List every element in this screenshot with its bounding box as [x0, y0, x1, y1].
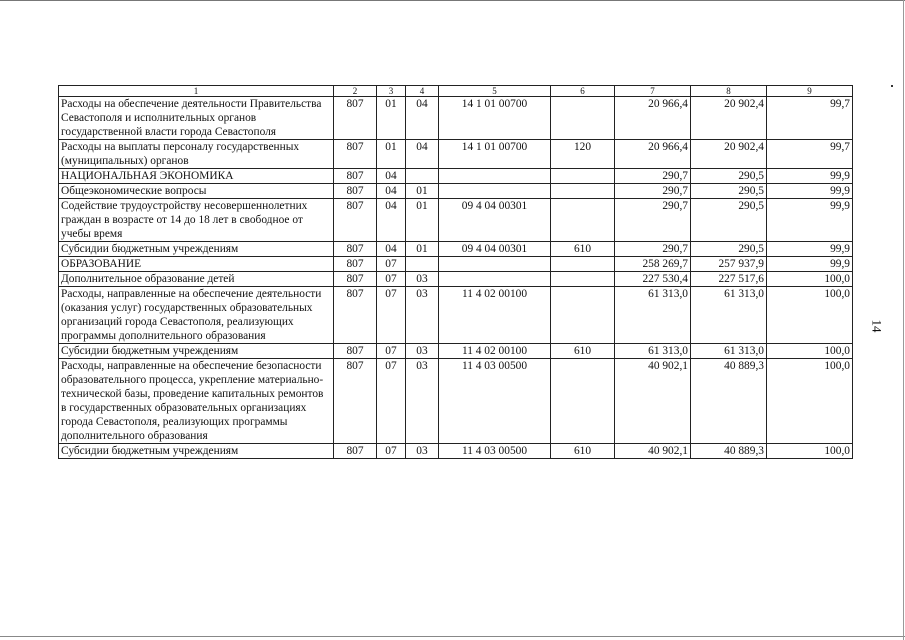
expense-type-cell: 610 [551, 242, 615, 257]
executed-amount-cell: 40 889,3 [691, 359, 767, 444]
section-cell: 04 [377, 184, 406, 199]
expense-type-cell [551, 272, 615, 287]
budget-table [58, 85, 853, 459]
planned-amount-cell: 290,7 [615, 169, 691, 184]
row-name-cell: ОБРАЗОВАНИЕ [59, 257, 334, 272]
expense-type-cell [551, 199, 615, 242]
target-article-cell [439, 272, 551, 287]
ministry-code-cell: 807 [334, 272, 377, 287]
target-article-cell: 14 1 01 00700 [439, 140, 551, 169]
table-header-row [59, 86, 853, 97]
planned-amount-cell: 290,7 [615, 242, 691, 257]
column-number: 9 [767, 86, 853, 97]
executed-amount-cell: 20 902,4 [691, 97, 767, 140]
column-number: 7 [615, 86, 691, 97]
executed-amount-cell: 20 902,4 [691, 140, 767, 169]
ministry-code-cell: 807 [334, 97, 377, 140]
ministry-code-cell: 807 [334, 199, 377, 242]
execution-percent-cell: 99,7 [767, 140, 853, 169]
target-article-cell: 11 4 02 00100 [439, 287, 551, 344]
executed-amount-cell: 40 889,3 [691, 444, 767, 459]
expense-type-cell [551, 257, 615, 272]
target-article-cell [439, 169, 551, 184]
subsection-cell: 03 [406, 272, 439, 287]
section-cell: 01 [377, 140, 406, 169]
expense-type-cell: 610 [551, 444, 615, 459]
ministry-code-cell: 807 [334, 359, 377, 444]
section-cell: 07 [377, 444, 406, 459]
table-row [59, 287, 853, 344]
planned-amount-cell: 61 313,0 [615, 344, 691, 359]
execution-percent-cell: 99,9 [767, 199, 853, 242]
row-name-cell: Расходы, направленные на обеспечение деятельности (оказания услуг) государственных образовательных организаций города Севастополя, реализующих программы дополнительного образования [59, 287, 334, 344]
planned-amount-cell: 290,7 [615, 184, 691, 199]
table-row [59, 169, 853, 184]
ministry-code-cell: 807 [334, 257, 377, 272]
target-article-cell [439, 257, 551, 272]
target-article-cell: 09 4 04 00301 [439, 242, 551, 257]
scan-speck [891, 85, 893, 87]
expense-type-cell [551, 359, 615, 444]
planned-amount-cell: 61 313,0 [615, 287, 691, 344]
target-article-cell: 11 4 03 00500 [439, 444, 551, 459]
expense-type-cell [551, 184, 615, 199]
row-name-cell: Общеэкономические вопросы [59, 184, 334, 199]
table-row [59, 257, 853, 272]
page-number: 14 [869, 319, 885, 333]
ministry-code-cell: 807 [334, 444, 377, 459]
ministry-code-cell: 807 [334, 344, 377, 359]
execution-percent-cell: 99,9 [767, 257, 853, 272]
column-number: 5 [439, 86, 551, 97]
execution-percent-cell: 100,0 [767, 444, 853, 459]
ministry-code-cell: 807 [334, 169, 377, 184]
section-cell: 07 [377, 287, 406, 344]
ministry-code-cell: 807 [334, 184, 377, 199]
table-row [59, 444, 853, 459]
row-name-cell: НАЦИОНАЛЬНАЯ ЭКОНОМИКА [59, 169, 334, 184]
section-cell: 07 [377, 359, 406, 444]
column-number: 6 [551, 86, 615, 97]
subsection-cell: 03 [406, 444, 439, 459]
section-cell: 04 [377, 199, 406, 242]
section-cell: 07 [377, 272, 406, 287]
planned-amount-cell: 20 966,4 [615, 140, 691, 169]
execution-percent-cell: 99,9 [767, 242, 853, 257]
execution-percent-cell: 99,9 [767, 169, 853, 184]
row-name-cell: Субсидии бюджетным учреждениям [59, 344, 334, 359]
table-row [59, 344, 853, 359]
executed-amount-cell: 290,5 [691, 169, 767, 184]
table-row [59, 199, 853, 242]
subsection-cell: 01 [406, 242, 439, 257]
execution-percent-cell: 100,0 [767, 272, 853, 287]
section-cell: 07 [377, 344, 406, 359]
subsection-cell: 03 [406, 287, 439, 344]
section-cell: 04 [377, 169, 406, 184]
table-row [59, 272, 853, 287]
scan-edge-bottom [0, 636, 905, 637]
expense-type-cell [551, 169, 615, 184]
executed-amount-cell: 61 313,0 [691, 287, 767, 344]
executed-amount-cell: 290,5 [691, 184, 767, 199]
subsection-cell [406, 169, 439, 184]
target-article-cell: 11 4 02 00100 [439, 344, 551, 359]
subsection-cell: 01 [406, 184, 439, 199]
subsection-cell: 03 [406, 359, 439, 444]
table-row [59, 184, 853, 199]
execution-percent-cell: 99,7 [767, 97, 853, 140]
column-number: 8 [691, 86, 767, 97]
column-number: 1 [59, 86, 334, 97]
subsection-cell: 04 [406, 97, 439, 140]
planned-amount-cell: 20 966,4 [615, 97, 691, 140]
expense-type-cell: 120 [551, 140, 615, 169]
scan-edge-top [0, 0, 905, 1]
subsection-cell: 04 [406, 140, 439, 169]
budget-table-body [59, 86, 853, 459]
executed-amount-cell: 290,5 [691, 242, 767, 257]
expense-type-cell [551, 97, 615, 140]
row-name-cell: Субсидии бюджетным учреждениям [59, 242, 334, 257]
execution-percent-cell: 100,0 [767, 359, 853, 444]
subsection-cell: 03 [406, 344, 439, 359]
target-article-cell: 11 4 03 00500 [439, 359, 551, 444]
expense-type-cell [551, 287, 615, 344]
executed-amount-cell: 290,5 [691, 199, 767, 242]
table-row [59, 140, 853, 169]
row-name-cell: Расходы на выплаты персоналу государственных (муниципальных) органов [59, 140, 334, 169]
table-row [59, 97, 853, 140]
column-number: 4 [406, 86, 439, 97]
column-number: 2 [334, 86, 377, 97]
executed-amount-cell: 227 517,6 [691, 272, 767, 287]
row-name-cell: Субсидии бюджетным учреждениям [59, 444, 334, 459]
executed-amount-cell: 257 937,9 [691, 257, 767, 272]
row-name-cell: Дополнительное образование детей [59, 272, 334, 287]
target-article-cell [439, 184, 551, 199]
ministry-code-cell: 807 [334, 242, 377, 257]
column-number: 3 [377, 86, 406, 97]
target-article-cell: 09 4 04 00301 [439, 199, 551, 242]
planned-amount-cell: 290,7 [615, 199, 691, 242]
scan-edge-right [903, 0, 904, 640]
execution-percent-cell: 100,0 [767, 344, 853, 359]
section-cell: 04 [377, 242, 406, 257]
section-cell: 01 [377, 97, 406, 140]
row-name-cell: Расходы, направленные на обеспечение безопасности образовательного процесса, укрепление материально-технической базы, проведение капитальных ремонтов в государственных образовательных организациях города Севастополя, реализующих программы дополнительного образования [59, 359, 334, 444]
executed-amount-cell: 61 313,0 [691, 344, 767, 359]
row-name-cell: Расходы на обеспечение деятельности Правительства Севастополя и исполнительных органов государственной власти города Севастополя [59, 97, 334, 140]
planned-amount-cell: 40 902,1 [615, 359, 691, 444]
subsection-cell: 01 [406, 199, 439, 242]
planned-amount-cell: 40 902,1 [615, 444, 691, 459]
section-cell: 07 [377, 257, 406, 272]
table-row [59, 242, 853, 257]
target-article-cell: 14 1 01 00700 [439, 97, 551, 140]
ministry-code-cell: 807 [334, 140, 377, 169]
ministry-code-cell: 807 [334, 287, 377, 344]
planned-amount-cell: 258 269,7 [615, 257, 691, 272]
row-name-cell: Содействие трудоустройству несовершеннолетних граждан в возрасте от 14 до 18 лет в свободное от учебы время [59, 199, 334, 242]
subsection-cell [406, 257, 439, 272]
expense-type-cell: 610 [551, 344, 615, 359]
table-row [59, 359, 853, 444]
planned-amount-cell: 227 530,4 [615, 272, 691, 287]
execution-percent-cell: 100,0 [767, 287, 853, 344]
execution-percent-cell: 99,9 [767, 184, 853, 199]
